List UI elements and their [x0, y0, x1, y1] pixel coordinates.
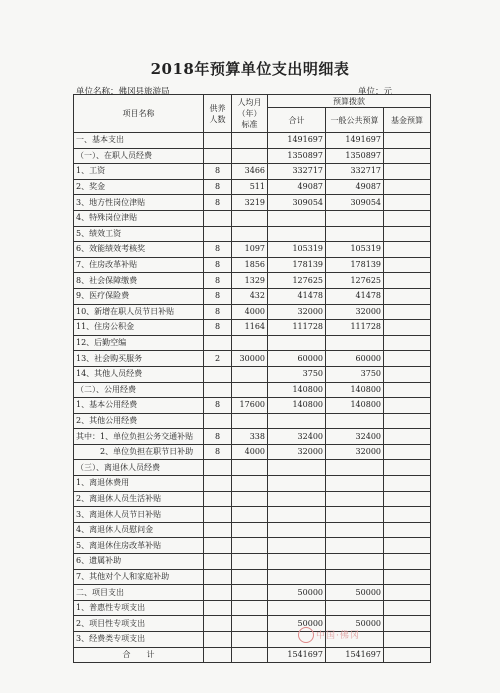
total-amount: 1541697: [268, 647, 326, 663]
cell-fund: [384, 491, 431, 507]
cell-staff: [204, 382, 232, 398]
table-row: [74, 351, 431, 367]
table-row: [74, 320, 431, 336]
cell-std: [232, 210, 268, 226]
cell-std: [232, 616, 268, 632]
cell-total: 32400: [268, 429, 326, 445]
table-row: [74, 304, 431, 320]
header-budget: 预算拨款: [268, 95, 431, 108]
cell-fund: [384, 148, 431, 164]
cell-name: （一）、在职人员经费: [74, 148, 204, 164]
cell-name: 1、工资: [74, 164, 204, 180]
table-row: [74, 179, 431, 195]
cell-general: 105319: [326, 242, 384, 258]
cell-name: 5、离退休住房改革补贴: [74, 538, 204, 554]
table-row: [74, 476, 431, 492]
table-row: [74, 585, 431, 601]
table-row: [74, 507, 431, 523]
cell-name: 二、项目支出: [74, 585, 204, 601]
table-row: [74, 538, 431, 554]
cell-general: 60000: [326, 351, 384, 367]
cell-fund: [384, 195, 431, 211]
cell-name: 3、经费类专项支出: [74, 632, 204, 648]
cell-general: 32000: [326, 304, 384, 320]
cell-general: [326, 538, 384, 554]
cell-total: 60000: [268, 351, 326, 367]
cell-general: 50000: [326, 616, 384, 632]
cell-staff: [204, 569, 232, 585]
cell-std: [232, 133, 268, 149]
cell-general: 309054: [326, 195, 384, 211]
cell-general: [326, 335, 384, 351]
cell-std: 338: [232, 429, 268, 445]
cell-general: 49087: [326, 179, 384, 195]
cell-name: 6、遗属补助: [74, 554, 204, 570]
table-cell: [384, 647, 431, 663]
expenditure-table: [73, 94, 431, 663]
cell-name: 5、绩效工资: [74, 226, 204, 242]
cell-std: [232, 600, 268, 616]
cell-fund: [384, 304, 431, 320]
cell-std: [232, 569, 268, 585]
cell-std: [232, 382, 268, 398]
cell-std: [232, 554, 268, 570]
cell-total: 1491697: [268, 133, 326, 149]
cell-name: 6、效能绩效考核奖: [74, 242, 204, 258]
cell-std: 3466: [232, 164, 268, 180]
cell-name: 8、社会保障缴费: [74, 273, 204, 289]
cell-total: 1350897: [268, 148, 326, 164]
cell-std: [232, 522, 268, 538]
table-row: [74, 273, 431, 289]
cell-fund: [384, 351, 431, 367]
cell-total: [268, 226, 326, 242]
cell-fund: [384, 288, 431, 304]
cell-fund: [384, 507, 431, 523]
cell-std: 4000: [232, 444, 268, 460]
header-item: 项目名称: [74, 95, 204, 133]
cell-name: 12、后勤空编: [74, 335, 204, 351]
cell-staff: 2: [204, 351, 232, 367]
cell-total: [268, 554, 326, 570]
cell-name: 9、医疗保险费: [74, 288, 204, 304]
cell-staff: 8: [204, 320, 232, 336]
cell-staff: 8: [204, 242, 232, 258]
total-label: 合 计: [74, 647, 204, 663]
cell-total: [268, 491, 326, 507]
cell-general: 140800: [326, 398, 384, 414]
cell-total: 332717: [268, 164, 326, 180]
cell-total: 140800: [268, 382, 326, 398]
cell-std: [232, 476, 268, 492]
cell-name: 14、其他人员经费: [74, 366, 204, 382]
cell-total: [268, 210, 326, 226]
cell-general: [326, 507, 384, 523]
cell-total: 32000: [268, 444, 326, 460]
cell-staff: [204, 148, 232, 164]
cell-fund: [384, 538, 431, 554]
cell-staff: [204, 460, 232, 476]
cell-fund: [384, 320, 431, 336]
cell-fund: [384, 569, 431, 585]
cell-name: 10、新增在职人员节日补贴: [74, 304, 204, 320]
cell-fund: [384, 413, 431, 429]
cell-total: 127625: [268, 273, 326, 289]
cell-fund: [384, 366, 431, 382]
cell-total: [268, 600, 326, 616]
cell-fund: [384, 429, 431, 445]
cell-staff: [204, 226, 232, 242]
cell-std: 1856: [232, 257, 268, 273]
cell-staff: [204, 554, 232, 570]
table-row: [74, 444, 431, 460]
cell-general: 111728: [326, 320, 384, 336]
cell-fund: [384, 460, 431, 476]
cell-general: [326, 522, 384, 538]
table-row: [74, 148, 431, 164]
table-row: [74, 616, 431, 632]
cell-general: [326, 413, 384, 429]
cell-general: 41478: [326, 288, 384, 304]
table-row: [74, 460, 431, 476]
cell-fund: [384, 398, 431, 414]
cell-fund: [384, 600, 431, 616]
cell-name: 4、特殊岗位津贴: [74, 210, 204, 226]
cell-staff: [204, 600, 232, 616]
cell-fund: [384, 164, 431, 180]
cell-std: [232, 366, 268, 382]
cell-total: 49087: [268, 179, 326, 195]
table-row: [74, 242, 431, 258]
table-row: [74, 133, 431, 149]
table-row: [74, 226, 431, 242]
table-row: [74, 632, 431, 648]
cell-total: 3750: [268, 366, 326, 382]
cell-staff: 8: [204, 304, 232, 320]
cell-name: 7、其他对个人和家庭补助: [74, 569, 204, 585]
cell-fund: [384, 210, 431, 226]
cell-general: [326, 569, 384, 585]
cell-staff: [204, 632, 232, 648]
cell-fund: [384, 226, 431, 242]
table-row: [74, 491, 431, 507]
cell-general: 50000: [326, 585, 384, 601]
cell-staff: [204, 366, 232, 382]
cell-total: [268, 569, 326, 585]
cell-fund: [384, 476, 431, 492]
cell-total: 309054: [268, 195, 326, 211]
cell-std: 511: [232, 179, 268, 195]
cell-fund: [384, 257, 431, 273]
table-row: [74, 600, 431, 616]
cell-total: [268, 507, 326, 523]
unit-name: 单位名称：佛冈县旅游局: [76, 87, 170, 97]
total-general: 1541697: [326, 647, 384, 663]
cell-staff: [204, 413, 232, 429]
watermark: 中国·佛冈: [316, 631, 360, 641]
cell-total: 111728: [268, 320, 326, 336]
cell-staff: [204, 616, 232, 632]
cell-name: 2、离退休人员生活补贴: [74, 491, 204, 507]
cell-total: [268, 476, 326, 492]
header-fund: 基金预算: [384, 108, 431, 133]
cell-fund: [384, 273, 431, 289]
table-row: [74, 210, 431, 226]
cell-name: 13、社会购买服务: [74, 351, 204, 367]
cell-total: 50000: [268, 585, 326, 601]
cell-std: [232, 148, 268, 164]
cell-std: 1329: [232, 273, 268, 289]
cell-total: 32000: [268, 304, 326, 320]
table-row: [74, 257, 431, 273]
cell-staff: 8: [204, 164, 232, 180]
cell-name: （二）、公用经费: [74, 382, 204, 398]
cell-general: 140800: [326, 382, 384, 398]
table-row: [74, 413, 431, 429]
cell-name: 2、奖金: [74, 179, 204, 195]
cell-total: 105319: [268, 242, 326, 258]
cell-std: 3219: [232, 195, 268, 211]
cell-std: [232, 585, 268, 601]
cell-staff: 8: [204, 444, 232, 460]
table-row: [74, 288, 431, 304]
cell-std: 1164: [232, 320, 268, 336]
cell-staff: 8: [204, 179, 232, 195]
cell-name: 一、基本支出: [74, 133, 204, 149]
cell-total: [268, 335, 326, 351]
cell-std: [232, 507, 268, 523]
cell-total: 140800: [268, 398, 326, 414]
cell-name: 3、地方性岗位津贴: [74, 195, 204, 211]
cell-fund: [384, 554, 431, 570]
table-cell: [204, 647, 232, 663]
cell-name: 2、项目性专项支出: [74, 616, 204, 632]
cell-std: [232, 491, 268, 507]
cell-total: 178139: [268, 257, 326, 273]
cell-fund: [384, 616, 431, 632]
unit-of-measure: 单位：元: [358, 87, 393, 97]
cell-fund: [384, 585, 431, 601]
cell-staff: 8: [204, 257, 232, 273]
cell-general: [326, 600, 384, 616]
cell-staff: [204, 335, 232, 351]
cell-staff: [204, 522, 232, 538]
header-total: 合计: [268, 108, 326, 133]
table-row: [74, 382, 431, 398]
cell-staff: [204, 538, 232, 554]
cell-staff: 8: [204, 273, 232, 289]
cell-total: [268, 413, 326, 429]
cell-total: [268, 460, 326, 476]
cell-total: [268, 538, 326, 554]
cell-name: 4、离退休人员慰问金: [74, 522, 204, 538]
cell-total: [268, 522, 326, 538]
cell-name: 2、单位负担在职节日补助: [74, 444, 204, 460]
cell-name: 其中：1、单位负担公务交通补贴: [74, 429, 204, 445]
cell-name: 1、普惠性专项支出: [74, 600, 204, 616]
cell-fund: [384, 242, 431, 258]
table-row: [74, 429, 431, 445]
cell-staff: [204, 507, 232, 523]
cell-std: [232, 538, 268, 554]
cell-fund: [384, 444, 431, 460]
cell-general: 32400: [326, 429, 384, 445]
cell-std: [232, 335, 268, 351]
cell-staff: [204, 491, 232, 507]
cell-name: 2、其他公用经费: [74, 413, 204, 429]
cell-fund: [384, 382, 431, 398]
cell-staff: [204, 476, 232, 492]
cell-staff: 8: [204, 288, 232, 304]
table-row: [74, 164, 431, 180]
cell-general: 1491697: [326, 133, 384, 149]
cell-std: [232, 413, 268, 429]
table-row: [74, 398, 431, 414]
cell-name: 7、住房改革补贴: [74, 257, 204, 273]
table-row: [74, 569, 431, 585]
cell-name: （三）、离退休人员经费: [74, 460, 204, 476]
cell-name: 1、基本公用经费: [74, 398, 204, 414]
document-title: 2018年预算单位支出明细表: [150, 60, 350, 78]
cell-general: [326, 554, 384, 570]
cell-std: [232, 460, 268, 476]
table-row: [74, 366, 431, 382]
cell-std: 432: [232, 288, 268, 304]
stamp-icon: [298, 627, 314, 643]
cell-fund: [384, 335, 431, 351]
table-row: [74, 195, 431, 211]
cell-name: 1、离退休费用: [74, 476, 204, 492]
cell-general: [326, 460, 384, 476]
header-general: 一般公共预算: [326, 108, 384, 133]
cell-std: [232, 226, 268, 242]
cell-staff: 8: [204, 195, 232, 211]
cell-name: 3、离退休人员节日补贴: [74, 507, 204, 523]
cell-staff: [204, 133, 232, 149]
cell-fund: [384, 632, 431, 648]
table-row: [74, 335, 431, 351]
table-row: [74, 522, 431, 538]
cell-general: 178139: [326, 257, 384, 273]
cell-general: 1350897: [326, 148, 384, 164]
header-staff: 供养人数: [204, 95, 232, 133]
cell-std: 4000: [232, 304, 268, 320]
cell-general: [326, 476, 384, 492]
cell-general: 127625: [326, 273, 384, 289]
cell-general: [326, 491, 384, 507]
cell-std: 17600: [232, 398, 268, 414]
cell-total: 41478: [268, 288, 326, 304]
table-cell: [232, 647, 268, 663]
cell-general: [326, 210, 384, 226]
cell-fund: [384, 179, 431, 195]
header-monthly-standard: 人均月（年）标准: [232, 95, 268, 133]
cell-total: 50000: [268, 616, 326, 632]
cell-general: 32000: [326, 444, 384, 460]
cell-staff: 8: [204, 429, 232, 445]
cell-general: [326, 226, 384, 242]
total-row: [74, 647, 431, 663]
cell-fund: [384, 133, 431, 149]
cell-general: 3750: [326, 366, 384, 382]
cell-general: 332717: [326, 164, 384, 180]
cell-fund: [384, 522, 431, 538]
cell-name: 11、住房公积金: [74, 320, 204, 336]
cell-std: 1097: [232, 242, 268, 258]
cell-staff: [204, 585, 232, 601]
cell-staff: [204, 210, 232, 226]
cell-std: 30000: [232, 351, 268, 367]
cell-staff: 8: [204, 398, 232, 414]
cell-std: [232, 632, 268, 648]
table-row: [74, 554, 431, 570]
